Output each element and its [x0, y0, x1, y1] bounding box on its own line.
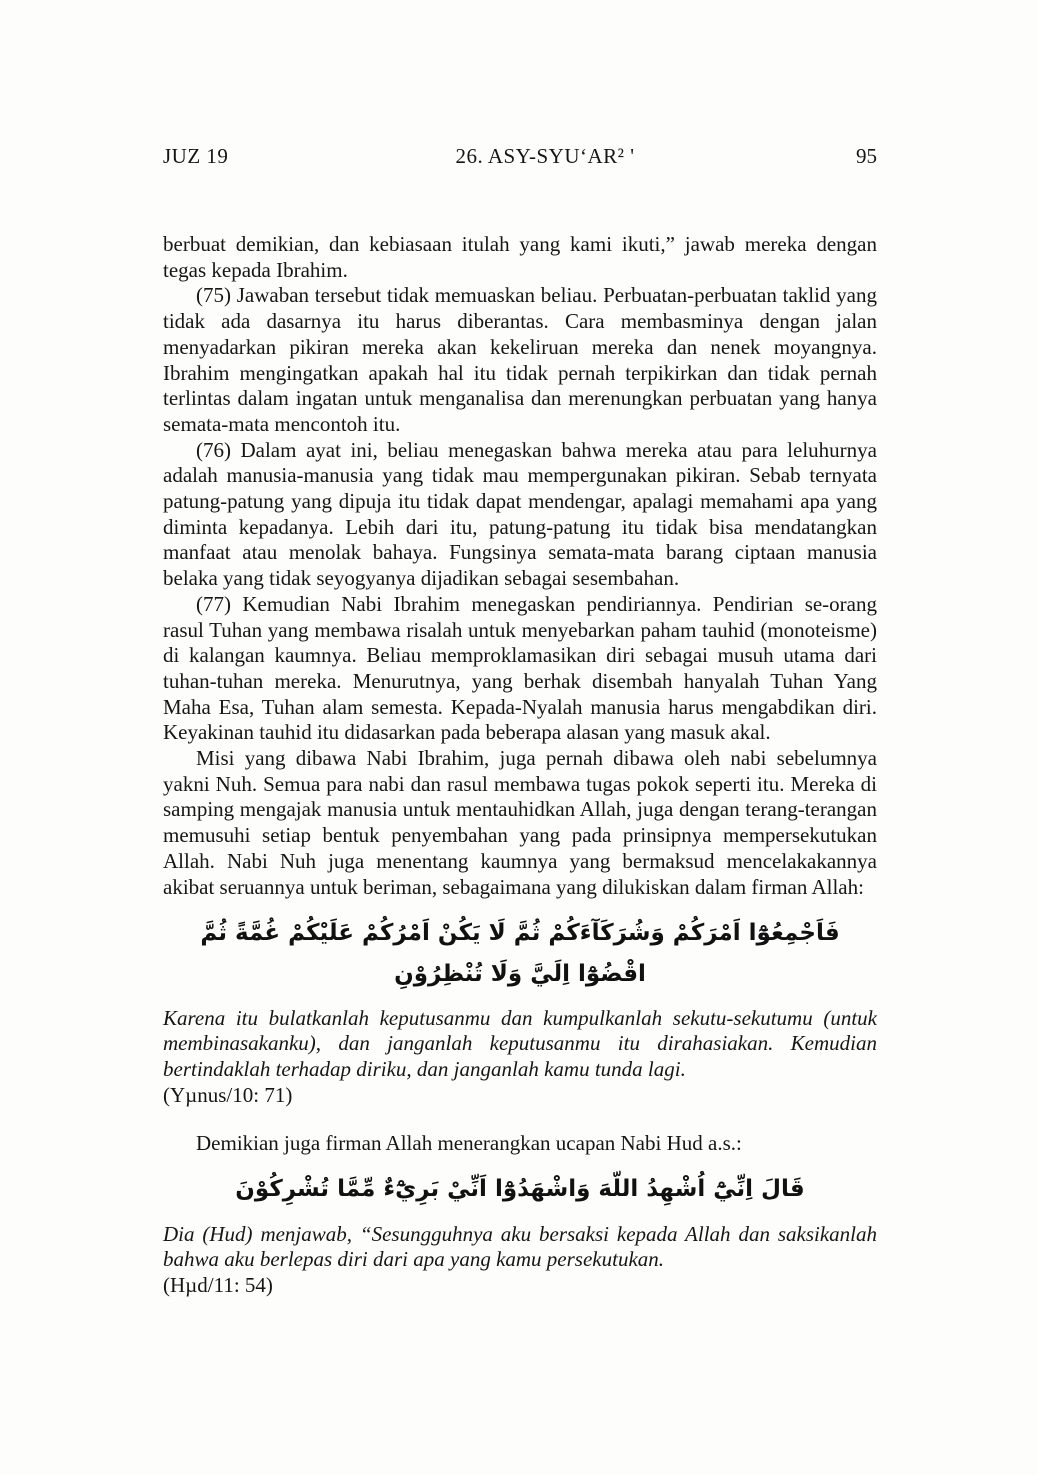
verse-reference-hud: (Hµd/11: 54) — [163, 1272, 273, 1297]
juz-label: JUZ 19 — [163, 144, 229, 168]
paragraph-75: (75) Jawaban tersebut tidak memuaskan beliau. Perbuatan-perbuatan taklid yang tidak ada dasarnya itu harus diberantas. Cara membasminya dengan jalan menyadarkan pikiran mereka akan kekeliruan mereka dan nenek moyangnya. Ibrahim mengingatkan apakah hal itu tidak pernah terpikirkan dan tidak pernah terlintas dalam ingatan untuk menganalisa dan merenungkan perbuatan yang hanya semata-mata mencontoh itu. — [163, 283, 877, 436]
body-text — [163, 232, 877, 1299]
verse-translation-yunus: Karena itu bulatkanlah keputusanmu dan kumpulkanlah sekutu-sekutumu (untuk membinasakanku), dan janganlah keputusanmu itu dirahasiakan. Kemudian bertindaklah terhadap diriku, dan janganlah kamu tunda lagi. — [163, 1005, 877, 1082]
arabic-verse-hud: قَالَ اِنِّيْٓ اُشْهِدُ اللّهَ وَاشْهَدُوْٓا اَنِّيْ بَرِيْٓءٌ مِّمَّا تُشْرِكُوْنَ — [235, 1176, 805, 1203]
arabic-verse-yunus: فَاَجْمِعُوْٓا اَمْرَكُمْ وَشُرَكَآءَكُمْ ثُمَّ لَا يَكُنْ اَمْرُكُمْ عَلَيْكُمْ غُمَّةً ثُمَّ اقْضُوْٓا اِلَيَّ وَلَا تُنْظِرُوْنِ — [200, 920, 840, 987]
paragraph-misi: Misi yang dibawa Nabi Ibrahim, juga pernah dibawa oleh nabi sebelumnya yakni Nuh. Semua para nabi dan rasul membawa tugas pokok seperti itu. Mereka di samping mengajak manusia untuk mentauhidkan Allah, juga dengan terang-terangan memusuhi setiap bentuk penyembahan yang pada prinsipnya mempersekutukan Allah. Nabi Nuh juga menentang kaumnya yang bermaksud mencelakakannya akibat seruannya untuk beriman, sebagaimana yang dilukiskan dalam firman Allah: — [163, 746, 877, 899]
page-title: 26. ASY-SYU‘AR² ' — [455, 144, 635, 168]
verse-translation-hud: Dia (Hud) menjawab, “Sesungguhnya aku bersaksi kepada Allah dan saksikanlah bahwa aku berlepas diri dari apa yang kamu persekutukan. — [163, 1221, 877, 1272]
paragraph-76: (76) Dalam ayat ini, beliau menegaskan bahwa mereka atau para leluhurnya adalah manusia-manusia yang tidak mau mempergunakan pikiran. Sebab ternyata patung-patung yang dipuja itu tidak dapat mendengar, apalagi memahami apa yang diminta kepadanya. Lebih dari itu, patung-patung itu tidak bisa mendatangkan manfaat atau menolak bahaya. Fungsinya semata-mata barang ciptaan manusia belaka yang tidak seyogyanya dijadikan sebagai sesembahan. — [163, 437, 877, 591]
paragraph-continuation: berbuat demikian, dan kebiasaan itulah yang kami ikuti,” jawab mereka dengan tegas kepada Ibrahim. — [163, 232, 877, 282]
page-header — [163, 143, 877, 169]
verse-reference-yunus: (Yµnus/10: 71) — [163, 1082, 293, 1107]
paragraph-77: (77) Kemudian Nabi Ibrahim menegaskan pendiriannya. Pendirian se-orang rasul Tuhan yang membawa risalah untuk menyebarkan paham tauhid (monoteisme) di kalangan kaumnya. Beliau memproklamasikan diri sebagai musuh utama dari tuhan-tuhan mereka. Menurutnya, yang berhak disembah hanyalah Tuhan Yang Maha Esa, Tuhan alam semesta. Kepada-Nyalah manusia harus mengabdikan diri. Keyakinan tauhid itu didasarkan pada beberapa alasan yang masuk akal. — [163, 591, 877, 745]
page-number: 95 — [856, 144, 877, 168]
lead-in-paragraph: Demikian juga firman Allah menerangkan ucapan Nabi Hud a.s.: — [196, 1130, 742, 1155]
